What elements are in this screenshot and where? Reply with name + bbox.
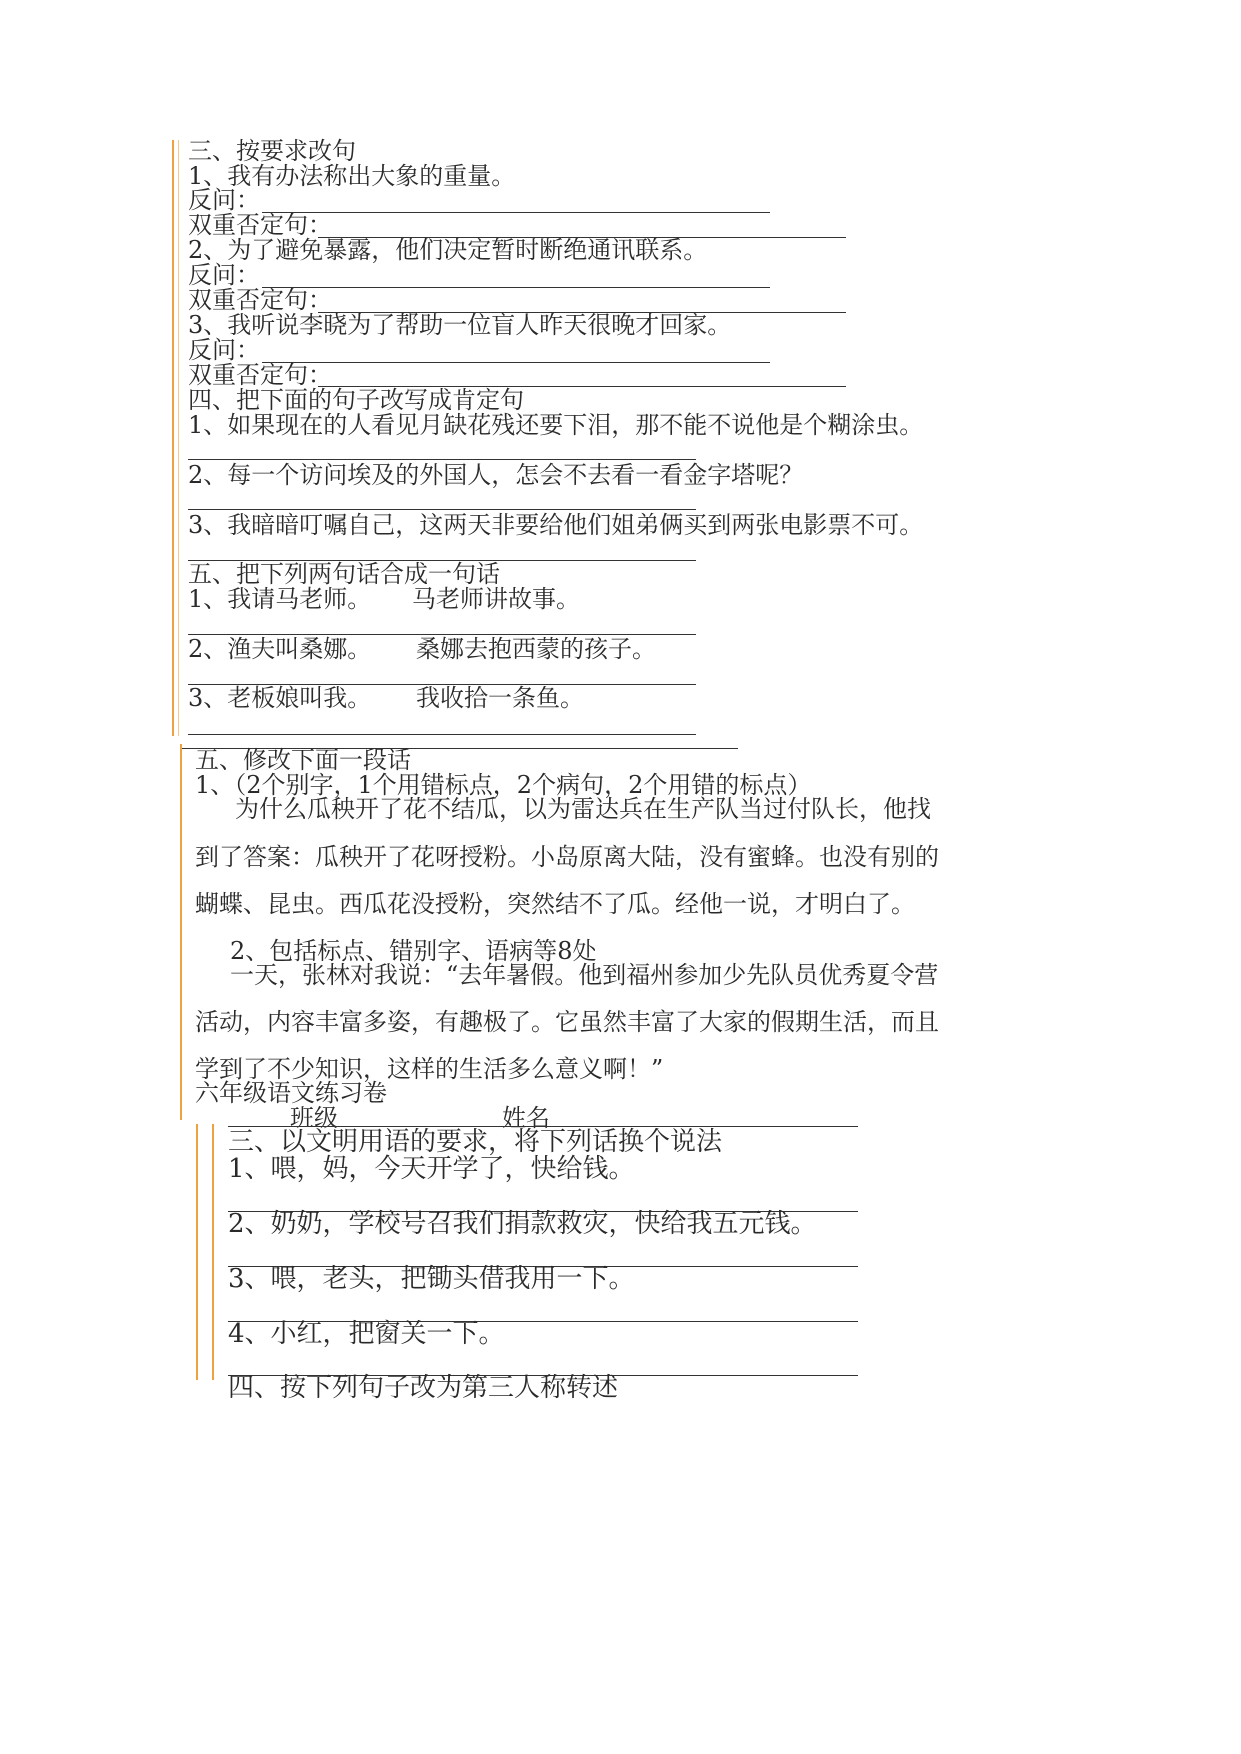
worksheet-title: 六年级语文练习卷 <box>195 1079 387 1107</box>
question-3b: 我收拾一条鱼。 <box>416 684 584 712</box>
paragraph-1-header: 1、（2个别字，1个用错标点，2个病句，2个用错的标点） <box>195 771 812 799</box>
answer-line <box>188 459 696 460</box>
question-2: 2、奶奶，学校号召我们捐款救灾，快给我五元钱。 <box>228 1209 817 1239</box>
double-negative-label: 双重否定句： <box>188 211 332 239</box>
paragraph-1-line: 到了答案：瓜秧开了花呀授粉。小岛原离大陆，没有蜜蜂。也没有别的 <box>195 843 939 871</box>
question-1: 1、如果现在的人看见月缺花残还要下泪，那不能不说他是个糊涂虫。 <box>188 411 924 439</box>
paragraph-1-line: 蝴蝶、昆虫。西瓜花没授粉，突然结不了瓜。经他一说，才明白了。 <box>195 890 915 918</box>
question-1: 1、我有办法称出大象的重量。 <box>188 162 516 190</box>
answer-line <box>262 362 770 363</box>
section-title: 三、按要求改句 <box>188 137 356 165</box>
question-2a: 2、渔夫叫桑娜。 <box>188 635 372 663</box>
accent-bar <box>180 744 182 1120</box>
section-title: 五、修改下面一段话 <box>195 746 411 774</box>
question-1b: 马老师讲故事。 <box>412 585 580 613</box>
accent-bar <box>212 1124 214 1380</box>
rhetorical-label: 反问： <box>188 336 260 364</box>
name-row <box>280 1098 860 1132</box>
paragraph-1-line: 为什么瓜秧开了花不结瓜，以为雷达兵在生产队当过付队长，他找 <box>235 795 931 823</box>
accent-bar <box>196 1124 198 1380</box>
rhetorical-label: 反问： <box>188 261 260 289</box>
question-2: 2、为了避免暴露，他们决定暂时断绝通讯联系。 <box>188 236 708 264</box>
answer-line <box>188 509 696 510</box>
double-negative-label: 双重否定句： <box>188 361 332 389</box>
paragraph-2-line: 一天，张林对我说：“去年暑假。他到福州参加少先队员优秀夏令营 <box>230 961 939 989</box>
section-title: 五、把下列两句话合成一句话 <box>188 560 500 588</box>
question-2b: 桑娜去抱西蒙的孩子。 <box>416 635 656 663</box>
next-section-title: 四、按下列句子改为第三人称转述 <box>228 1373 619 1403</box>
paragraph-2-header: 2、包括标点、错别字、语病等8处 <box>230 937 597 965</box>
question-3: 3、我听说李晓为了帮助一位盲人昨天很晚才回家。 <box>188 311 732 339</box>
answer-line <box>262 212 770 213</box>
section-title: 四、把下面的句子改写成肯定句 <box>188 386 524 414</box>
section-title: 三、以文明用语的要求，将下列话换个说法 <box>228 1127 723 1157</box>
class-label: 班级 <box>290 1104 338 1132</box>
paragraph-2-line: 学到了不少知识，这样的生活多么意义啊！” <box>195 1055 664 1083</box>
question-3: 3、喂，老头，把锄头借我用一下。 <box>228 1264 635 1294</box>
question-4: 4、小红，把窗关一下。 <box>228 1319 505 1349</box>
answer-line <box>262 287 770 288</box>
cut-off-line <box>228 1370 858 1403</box>
accent-bar <box>178 140 179 736</box>
question-1: 1、喂，妈，今天开学了，快给钱。 <box>228 1154 635 1184</box>
rhetorical-label: 反问： <box>188 186 260 214</box>
paragraph-2-line: 活动，内容丰富多姿，有趣极了。它虽然丰富了大家的假期生活，而且 <box>195 1008 939 1036</box>
question-3a: 3、老板娘叫我。 <box>188 684 372 712</box>
question-2: 2、每一个访问埃及的外国人，怎会不去看一看金字塔呢？ <box>188 461 804 489</box>
question-3: 3、我暗暗叮嘱自己，这两天非要给他们姐弟俩买到两张电影票不可。 <box>188 511 924 539</box>
question-1a: 1、我请马老师。 <box>188 585 372 613</box>
name-label: 姓名 <box>502 1104 550 1132</box>
answer-line <box>188 734 696 735</box>
double-negative-label: 双重否定句： <box>188 286 332 314</box>
accent-bar <box>172 140 174 736</box>
